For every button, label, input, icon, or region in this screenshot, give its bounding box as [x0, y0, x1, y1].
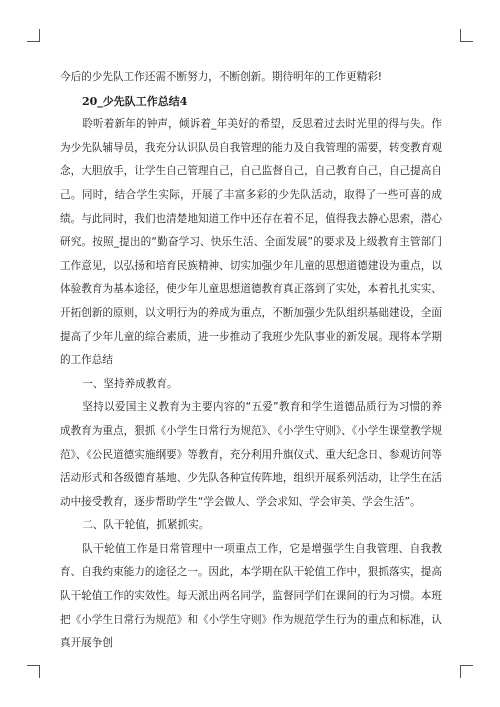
intro-paragraph: 聆听着新年的钟声，倾诉着_年美好的希望，反思着过去时光里的得与失。作为少先队辅导员，我充分认识队员自我管理的能力及自我管理的需要，转变教育观念，大胆放手，让学生自己管理自己，自己监督自己，自己教育自己，自己提高自己。同时，结合学生实际，开展了丰富多彩的少先队活动，取得了一些可喜的成绩。与此同时，我们也清楚地知道工作中还存在着不足，值得我去静心思索，潜心研究。按照_提出的“勤奋学习、快乐生活、全面发展”的要求及上级教育主管部门工作意见，以弘扬和培育民族精神、切实加强少年儿童的思想道德建设为重点，以体验教育为基本途径，使少年儿童思想道德教育真正落到了实处，本着扎扎实实、开拓创新的原则，以文明行为的养成为重点，不断加强少先队组织基础建设，全面提高了少年儿童的综合素质，进一步推动了我班少先队事业的新发展。现将本学期的工作总结 [60, 118, 442, 367]
crop-mark-top-right [460, 29, 473, 42]
crop-mark-bottom-left [27, 665, 40, 678]
section-title: 20_少先队工作总结4 [82, 94, 188, 108]
heading-two: 二、队干轮值，抓紧抓实。 [82, 519, 210, 532]
paragraph-one: 坚持以爱国主义教育为主要内容的“五爱”教育和学生道德品质行为习惯的养成教育为重点，狠抓《小学生日常行为规范》、《小学生守则》、《小学生课堂教学规范》、《公民道德实施纲要》等教育，充分利用升旗仪式、重大纪念日、参观访问等活动形式和各级德育基地、少先队各种宣传阵地，组织开展系列活动，让学生在活动中接受教育，逐步帮助学生“学会做人、学会求知、学会审美、学会生活”。 [60, 401, 442, 508]
closing-line: 今后的少先队工作还需不断努力，不断创新。期待明年的工作更精彩! [60, 71, 383, 83]
document-body [60, 66, 442, 656]
heading-one: 一、坚持养成教育。 [82, 377, 178, 390]
paragraph-two: 队干轮值工作是日常管理中一项重点工作，它是增强学生自我管理、自我教育、自我约束能力的途径之一。因此，本学期在队干轮值工作中，狠抓落实，提高队干轮值工作的实效性。每天派出两名同学，监督同学们在课间的行为习惯。本班把《小学生日常行为规范》和《小学生守则》作为规范学生行为的重点和标准，认真开展争创 [60, 542, 442, 650]
crop-mark-top-left [27, 29, 40, 42]
crop-mark-bottom-right [460, 665, 473, 678]
